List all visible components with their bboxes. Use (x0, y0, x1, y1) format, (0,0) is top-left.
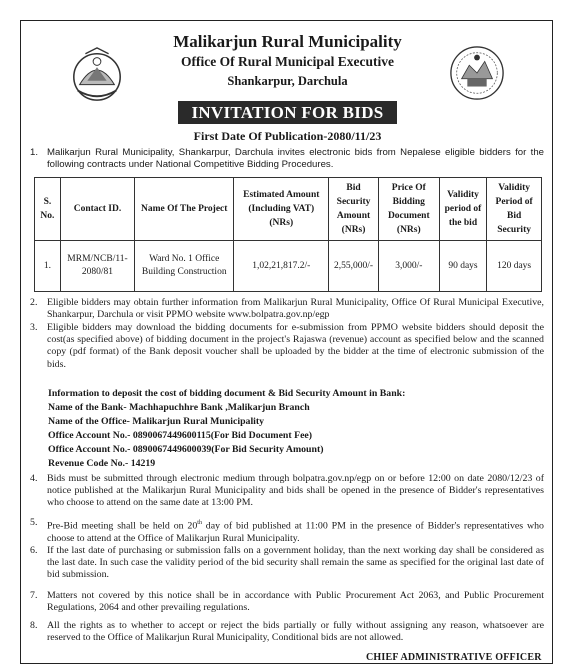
cell-security: 2,55,000/- (329, 241, 379, 292)
bids-table (34, 177, 542, 292)
col-contact: Contact ID. (60, 178, 134, 241)
municipality-seal-icon (448, 44, 506, 102)
office-name: Office Of Rural Municipal Executive (181, 54, 394, 69)
signoff: CHIEF ADMINISTRATIVE OFFICER (366, 652, 542, 663)
col-price: Price Of Bidding Document (NRs) (378, 178, 439, 241)
table-header-row (35, 178, 542, 241)
col-project: Name Of The Project (135, 178, 234, 241)
paragraph-4: 4. Bids must be submitted through electronic medium through bolpatra.gov.np/egp on or before 12:00 on date 2080/12/23 of notice published at the Malikarjun Rural Municipality and bids shall be opened in the presence of Bidder's representatives who choose to attend on the same date at 13:00 PM. (30, 473, 544, 509)
paragraph-6: 6. If the last date of purchasing or submission falls on a government holiday, than the next working day shall be considered as the last date. In such case the validity period of the bid security shall remain the same as specified for the original last date of bid submission. (30, 545, 544, 581)
cell-security-validity: 120 days (487, 241, 542, 292)
cell-contact: MRM/NCB/11-2080/81 (60, 241, 134, 292)
col-security-validity: Validity Period of Bid Security (487, 178, 542, 241)
notice-banner: INVITATION FOR BIDS (178, 101, 397, 124)
cell-price: 3,000/- (378, 241, 439, 292)
table-row (35, 241, 542, 292)
paragraph-3: 3. Eligible bidders may download the bidding documents for e-submission from PPMO website bidders should deposit the cost(as specified above) of bidding document in the project's Rajaswa (revenue) account as specified below and the scanned copy (pdf format) of the Bank deposit voucher shall be uploaded by the bidder at the time of electronic submission of the bids. (30, 322, 544, 370)
office-location: Shankarpur, Darchula (227, 74, 348, 88)
paragraph-7: 7. Matters not covered by this notice shall be in accordance with Public Procurement Act 2063, and Public Procurement Regulations, 2064 and other prevailing regulations. (30, 590, 544, 614)
col-security: Bid Security Amount (NRs) (329, 178, 379, 241)
paragraph-2: 2. Eligible bidders may obtain further information from Malikarjun Rural Municipality, Office Of Rural Municipal Executive, Shankarpur, Darchula or visit PPMO website www.bolpatra.gov.np/egp (30, 297, 544, 321)
municipality-name: Malikarjun Rural Municipality (173, 32, 402, 51)
account-fee: Office Account No.- 0890067449600115(For Bid Document Fee) (48, 430, 313, 441)
paragraph-8: 8. All the rights as to whether to accept or reject the bids partially or fully without assigning any reason, whatsoever are reserved to the Office of Malikarjun Rural Municipality, Conditional bids are not allowed. (30, 620, 544, 644)
cell-estimate: 1,02,21,817.2/- (234, 241, 329, 292)
revenue-code: Revenue Code No.- 14219 (48, 458, 156, 469)
col-estimate: Estimated Amount (Including VAT) (NRs) (234, 178, 329, 241)
cell-validity: 90 days (439, 241, 486, 292)
paragraph-1: 1. Malikarjun Rural Municipality, Shankarpur, Darchula invites electronic bids from Nepalese eligible bidders for the following contracts under National Competitive Bidding Procedures. (30, 147, 544, 171)
col-sno: S. No. (35, 178, 61, 241)
bank-heading: Information to deposit the cost of bidding document & Bid Security Amount in Bank: (48, 388, 406, 399)
bank-name: Name of the Bank- Machhapuchhre Bank ,Malikarjun Branch (48, 402, 310, 413)
cell-project: Ward No. 1 Office Building Construction (135, 241, 234, 292)
account-security: Office Account No.- 0890067449600039(For Bid Security Amount) (48, 444, 324, 455)
office-name-line: Name of the Office- Malikarjun Rural Municipality (48, 416, 265, 427)
paragraph-5: 5. Pre-Bid meeting shall be held on 20th day of bid published at 11:00 PM in the presence of Bidder's representatives who choose to attend at the Office of Malikarjun Rural Municipality. (30, 517, 544, 544)
cell-sno: 1. (35, 241, 61, 292)
col-validity: Validity period of the bid (439, 178, 486, 241)
publication-date: First Date Of Publication-2080/11/23 (193, 129, 382, 143)
